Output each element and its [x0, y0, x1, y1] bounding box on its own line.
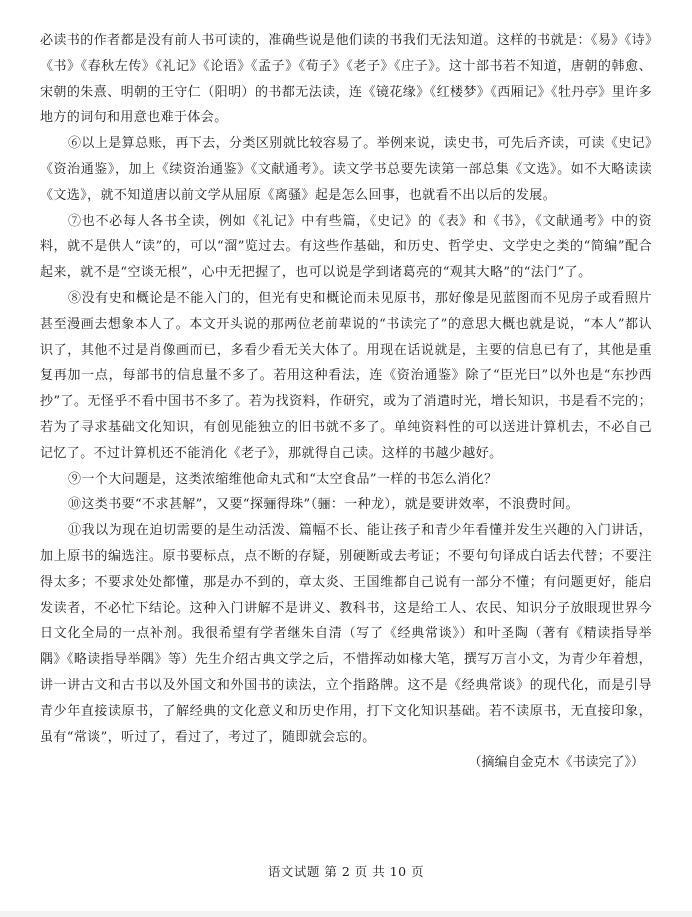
- paragraph-10: ⑩这类书要“不求甚解”，又要“探骊得珠”（骊：一种龙），就是要讲效率，不浪费时间。: [68, 497, 579, 513]
- paragraph-6: ⑥以上是算总账，再下去，分类区别就比较容易了。举例来说，读史书，可先后齐读，可读《史记》《资治通鉴》，加上《续资治通鉴》《文献通考》。读文学书总要先读第一部总集《文选》。如不大略读读《文选》，就不知道唐以前文学从屈原《离骚》起是怎么回事，也就看不出以后的发展。: [40, 136, 652, 203]
- paragraph-11: ⑪我以为现在迫切需要的是生动活泼、篇幅不长、能让孩子和青少年看懂并发生兴趣的入门讲话，加上原书的编选注。原书要标点，点不断的存疑，别硬断或去考证；不要句句译成白话去代替；不要注得太多；不要求处处都懂，那是办不到的，章太炎、王国维都自己说有一部分不懂；有问题更好，能启发读者，不必忙下结论。这种入门讲解不是讲义、教科书，这是给工人、农民、知识分子放眼现世界今日文化全局的一点补剂。我很希望有学者继朱自清（写了《经典常谈》）和叶圣陶（著有《精读指导举隅》《略读指导举隅》等）先生介绍古典文学之后，不惜挥动如椽大笔，撰写万言小文，为青少年着想，讲一讲古文和古书以及外国文和外国书的读法，立个指路牌。这不是《经典常谈》的现代化，而是引导青少年直接读原书，了解经典的文化意义和历史作用，打下文化知识基础。若不读原书，无直接印象，虽有“常谈”，听过了，看过了，考过了，随即就会忘的。: [40, 523, 652, 745]
- paragraph-7: ⑦也不必每人各书全读，例如《礼记》中有些篇，《史记》的《表》和《书》，《文献通考》中的资料，就不是供人“读”的，可以“溜”览过去。有这些作基础，和历史、哲学史、文学史之类的“简编”配合起来，就不是“空谈无根”，心中无把握了，也可以说是学到诸葛亮的“观其大略”的“法门”了。: [40, 213, 652, 281]
- bottom-edge: [0, 911, 692, 917]
- paragraph-9: ⑨一个大问题是，这类浓缩维他命丸式和“太空食品”一样的书怎么消化？: [68, 471, 498, 487]
- paragraph-intro: 必读书的作者都是没有前人书可读的，准确些说是他们读的书我们无法知道。这样的书就是：《易》《诗》《书》《春秋左传》《礼记》《论语》《孟子》《荀子》《老子》《庄子》。这十部书若不知道，唐朝的韩愈、宋朝的朱熹、明朝的王守仁（阳明）的书都无法读，连《镜花缘》《红楼梦》《西厢记》《牡丹亭》里许多地方的词句和用意也难于体会。: [40, 33, 652, 126]
- source-attribution: （摘编自金克木《书读完了》）: [468, 755, 644, 771]
- paragraph-8: ⑧没有史和概论是不能入门的，但光有史和概论而未见原书，那好像是见蓝图而不见房子或看照片甚至漫画去想象本人了。本文开头说的那两位老前辈说的“书读完了”的意思大概也就是说，“本人”都认识了，其他不过是肖像画而已，多看少看无关大体了。用现在话说就是，主要的信息已有了，其他是重复再加一点，每部书的信息量不多了。若用这种看法，连《资治通鉴》除了“臣光曰”以外也是“东抄西抄”了。无怪乎不看中国书不多了。若为找资料，作研究，或为了消遣时光，增长知识，书是看不完的；若为了寻求基础文化知识，有创见能独立的旧书就不多了。单纯资料性的可以送进计算机去，不必自己记忆了。不过计算机还不能消化《老子》，那就得自己读。这样的书越少越好。: [40, 290, 652, 461]
- article-body: [40, 28, 652, 776]
- page-footer: 语文试题 第 2 页 共 10 页: [267, 864, 425, 879]
